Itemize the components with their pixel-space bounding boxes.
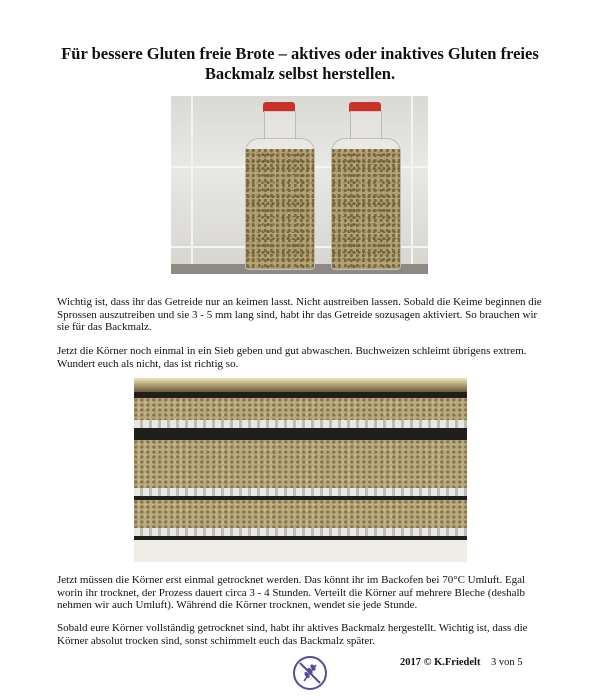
photo-bottles-with-sprouted-grain	[171, 96, 428, 274]
gluten-free-logo-icon	[292, 655, 328, 691]
drying-tray	[134, 398, 467, 428]
paragraph: Sobald eure Körner vollständig getrocknet sind, habt ihr aktives Backmalz hergestellt. Wichtig ist, dass die Körner absolut trocken sind, sonst schimmelt euch das Backmalz später.	[57, 622, 528, 647]
paragraph: Jetzt müssen die Körner erst einmal getrocknet werden. Das könnt ihr im Backofen bei 70°C Umluft. Egal worin ihr trocknet, der Prozess dauert circa 3 - 4 Stunden. Verteilt die Körner auf mehrere Bleche (deshalb nehmen wir auch Umluft). Während die Körner trocknen, wendet sie jede Stunde.	[57, 574, 526, 611]
glass-bottle	[243, 102, 315, 272]
page-title: Für bessere Gluten freie Brote – aktives oder inaktives Gluten freies Backmalz selbst herstellen.	[61, 44, 539, 83]
photo-grain-drying-trays	[134, 378, 467, 562]
page-number: 3 von 5	[490, 657, 523, 668]
drying-tray	[134, 440, 467, 496]
paragraph: Jetzt die Körner noch einmal in ein Sieb geben und gut abwaschen. Buchweizen schleimt übrigens extrem. Wundert euch als nicht, das ist richtig so.	[57, 345, 527, 370]
copyright-text: 2017 © K.Friedelt	[400, 657, 481, 668]
glass-bottle	[329, 102, 401, 272]
page-footer	[400, 657, 522, 668]
drying-tray	[134, 500, 467, 536]
paragraph: Wichtig ist, dass ihr das Getreide nur an keimen lasst. Nicht austreiben lassen. Sobald die Keime beginnen die Sprossen auszutreiben und sie 3 - 5 mm lang sind, habt ihr das Getreide sozusagen aktiviert. So brauchen wir sie für das Backmalz.	[57, 296, 542, 333]
